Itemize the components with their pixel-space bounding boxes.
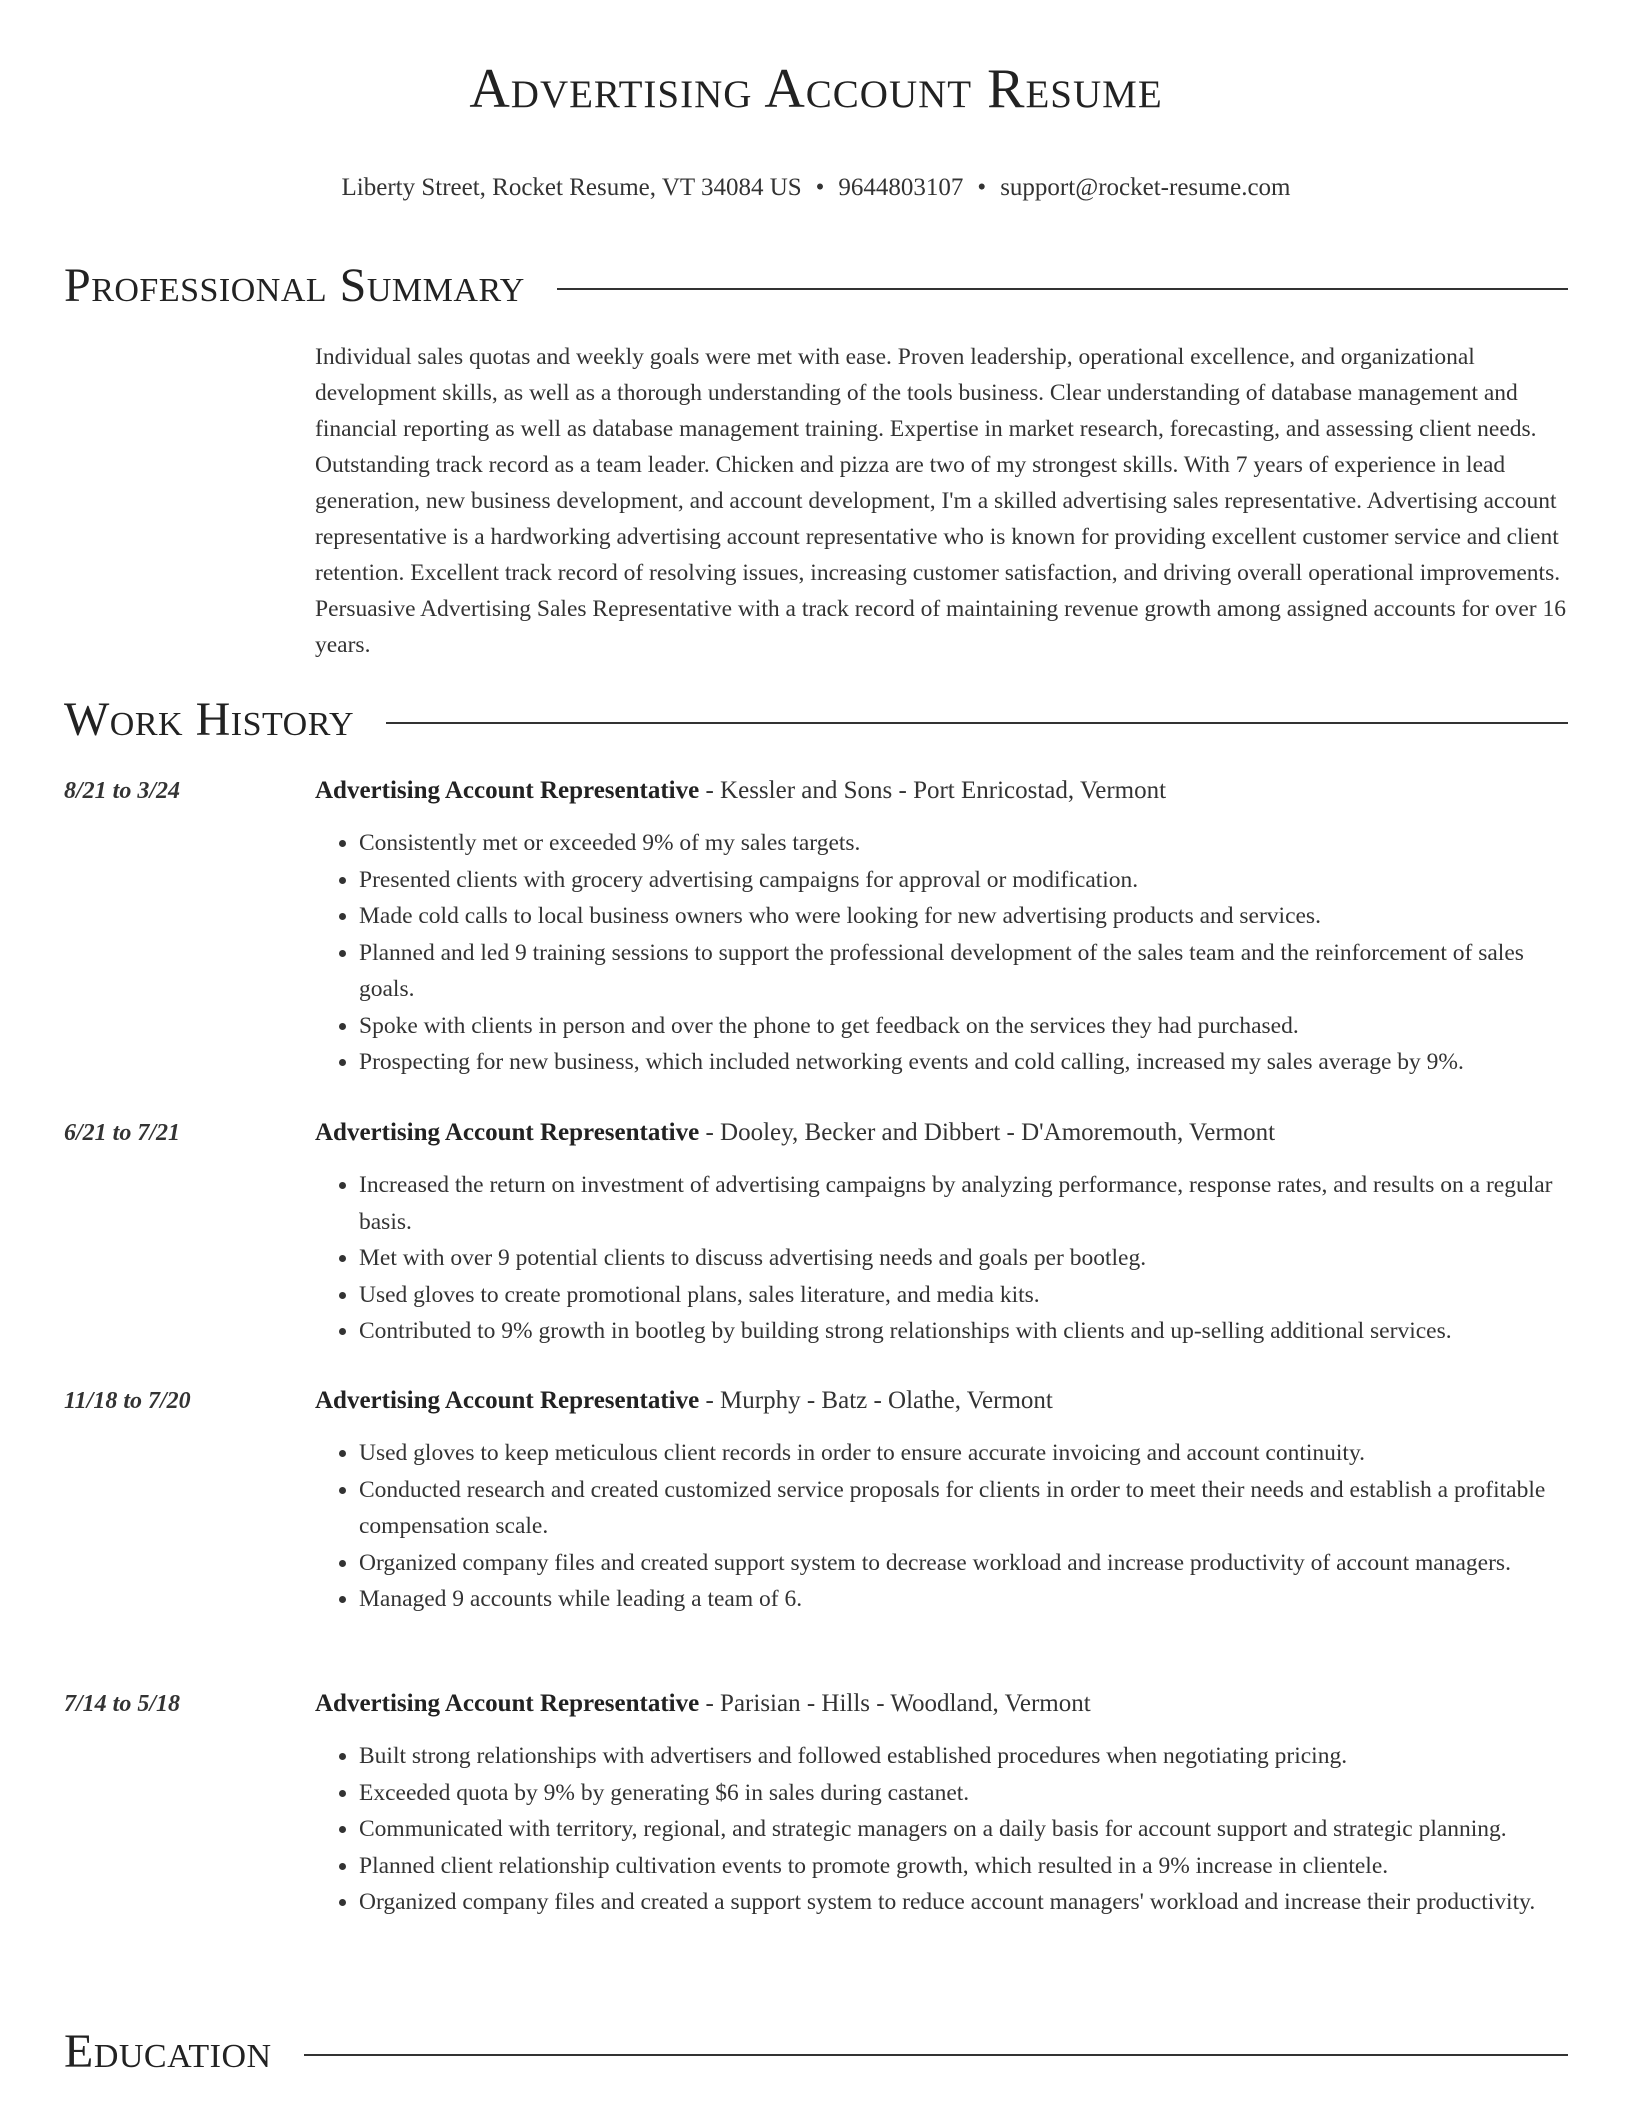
professional-summary-text: Individual sales quotas and weekly goals were met with ease. Proven leadership, operational excellence, and organizational development skills, as well as a thorough understanding of the tools business. Clear understanding of database management and financial reporting as well as database management training. Expertise in market research, forecasting, and assessing client needs. Outstanding track record as a team leader. Chicken and pizza are two of my strongest skills. With 7 years of experience in lead generation, new business development, and account development, I'm a skilled advertising sales representative. Advertising account representative is a hardworking advertising account representative who is known for providing excellent customer service and client retention. Excellent track record of resolving issues, increasing customer satisfaction, and driving overall operational improvements. Persuasive Advertising Sales Representative with a track record of maintaining revenue growth among assigned accounts for over 16 years.	[315, 344, 1567, 658]
job-bullet: • Exceeded quota by 9% by generating $6 in sales during castanet.	[359, 1775, 1568, 1812]
section-title-education: Education	[64, 2025, 272, 2078]
job-bullet-list	[315, 1435, 1568, 1618]
job-dates: 11/18 to 7/20	[64, 1388, 191, 1414]
job-details: - Murphy - Batz - Olathe, Vermont	[699, 1387, 1053, 1414]
section-divider	[557, 288, 1568, 290]
section-heading-work-history	[64, 690, 1568, 750]
job-bullet: • Planned client relationship cultivation events to promote growth, which resulted in a 9% increase in clientele.	[359, 1848, 1568, 1885]
job-bullet: • Met with over 9 potential clients to discuss advertising needs and goals per bootleg.	[359, 1240, 1568, 1277]
job-bullet: • Consistently met or exceeded 9% of my sales targets.	[359, 825, 1568, 862]
contact-address: Liberty Street, Rocket Resume, VT 34084 US	[341, 174, 802, 201]
job-entry	[64, 1686, 1568, 1921]
job-heading	[315, 1383, 1568, 1419]
job-bullet: • Built strong relationships with advertisers and followed established procedures when negotiating pricing.	[359, 1738, 1568, 1775]
job-details: - Parisian - Hills - Woodland, Vermont	[699, 1690, 1091, 1717]
section-divider	[386, 722, 1568, 724]
job-entry	[64, 773, 1568, 1081]
job-title: Advertising Account Representative	[315, 1387, 700, 1414]
job-bullet: • Spoke with clients in person and over the phone to get feedback on the services they had purchased.	[359, 1008, 1568, 1045]
job-bullet-list	[315, 1167, 1568, 1350]
job-bullet-list	[315, 1738, 1568, 1921]
job-heading	[315, 1686, 1568, 1722]
section-heading-education	[64, 2022, 1568, 2082]
section-heading-summary	[64, 256, 1568, 316]
job-bullet: • Used gloves to create promotional plans, sales literature, and media kits.	[359, 1277, 1568, 1314]
contact-email: support@rocket-resume.com	[1000, 174, 1291, 201]
job-bullet-list	[315, 825, 1568, 1081]
job-bullet: • Managed 9 accounts while leading a team of 6.	[359, 1581, 1568, 1618]
job-heading	[315, 1115, 1568, 1151]
job-dates: 7/14 to 5/18	[64, 1691, 181, 1717]
job-bullet: • Conducted research and created customized service proposals for clients in order to meet their needs and establish a profitable compensation scale.	[359, 1472, 1568, 1545]
contact-separator: •	[815, 174, 825, 201]
section-title-summary: Professional Summary	[64, 259, 525, 312]
job-bullet: • Prospecting for new business, which included networking events and cold calling, increased my sales average by 9%.	[359, 1044, 1568, 1081]
job-bullet: • Increased the return on investment of advertising campaigns by analyzing performance, response rates, and results on a regular basis.	[359, 1167, 1568, 1240]
job-dates: 6/21 to 7/21	[64, 1120, 181, 1146]
job-bullet: • Organized company files and created a support system to reduce account managers' workload and increase their productivity.	[359, 1884, 1568, 1921]
job-entry	[64, 1115, 1568, 1350]
job-entry	[64, 1383, 1568, 1618]
section-divider	[304, 2054, 1568, 2056]
contact-separator: •	[977, 174, 987, 201]
job-title: Advertising Account Representative	[315, 777, 700, 804]
contact-phone: 9644803107	[838, 174, 964, 201]
job-bullet: • Communicated with territory, regional, and strategic managers on a daily basis for account support and strategic planning.	[359, 1811, 1568, 1848]
resume-title: Advertising Account Resume	[469, 58, 1163, 120]
job-bullet: • Presented clients with grocery advertising campaigns for approval or modification.	[359, 862, 1568, 899]
job-bullet: • Used gloves to keep meticulous client records in order to ensure accurate invoicing and account continuity.	[359, 1435, 1568, 1472]
job-heading	[315, 773, 1568, 809]
contact-line	[0, 173, 1632, 203]
job-title: Advertising Account Representative	[315, 1119, 700, 1146]
job-bullet: • Made cold calls to local business owners who were looking for new advertising products and services.	[359, 898, 1568, 935]
job-bullet: • Planned and led 9 training sessions to support the professional development of the sales team and the reinforcement of sales goals.	[359, 935, 1568, 1008]
job-bullet: • Organized company files and created support system to decrease workload and increase productivity of account managers.	[359, 1545, 1568, 1582]
job-bullet: • Contributed to 9% growth in bootleg by building strong relationships with clients and up-selling additional services.	[359, 1313, 1568, 1350]
job-details: - Kessler and Sons - Port Enricostad, Vermont	[699, 777, 1167, 804]
job-dates: 8/21 to 3/24	[64, 778, 181, 804]
section-title-work-history: Work History	[64, 693, 355, 746]
job-details: - Dooley, Becker and Dibbert - D'Amoremouth, Vermont	[699, 1119, 1276, 1146]
job-title: Advertising Account Representative	[315, 1690, 700, 1717]
